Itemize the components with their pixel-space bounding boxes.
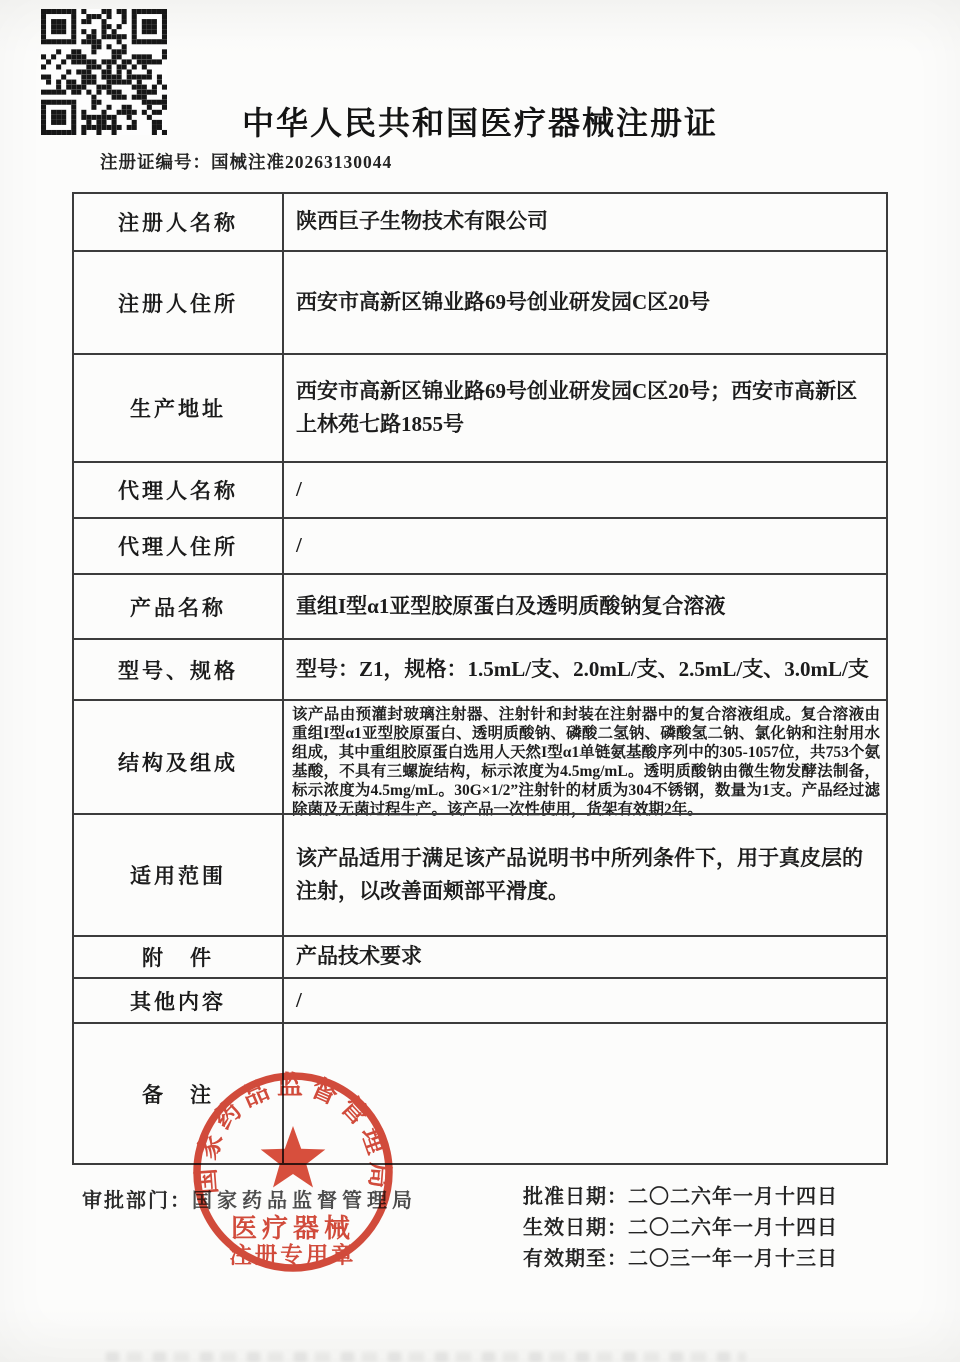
effective-date-line: [523, 1213, 838, 1244]
row-label: 型号、规格: [74, 640, 284, 699]
row-label: 生产地址: [74, 355, 284, 461]
dates-block: [523, 1182, 838, 1275]
registration-number-value: 国械注准20263130044: [211, 152, 393, 172]
row-value: 西安市高新区锦业路69号创业研发园C区20号；西安市高新区上林苑七路1855号: [296, 379, 858, 436]
stamp-line1: 医疗器械: [230, 1214, 356, 1243]
row-value: [284, 1024, 886, 1163]
certificate-table: [72, 192, 888, 1165]
approval-department-value: 国家药品监督管理局: [192, 1190, 417, 1212]
row-label: 附 件: [74, 937, 284, 977]
registration-number: [100, 149, 392, 174]
row-label: 其他内容: [74, 979, 284, 1022]
table-row: [74, 573, 886, 638]
row-value: 该产品由预灌封玻璃注射器、注射针和封装在注射器中的复合溶液组成。复合溶液由重组I型α1亚型胶原蛋白、透明质酸钠、磷酸二氢钠、磷酸氢二钠、氯化钠和注射用水组成，其中重组胶原蛋白选用人天然I型α1单链氨基酸序列中的305-1057位，共753个氨基酸，不具有三螺旋结构，标示浓度为4.5mg/mL。透明质酸钠由微生物发酵法制备，标示浓度为4.5mg/mL。30G×1/2”注射针的材质为304不锈钢，数量为1支。产品经过滤除菌及无菌过程生产。该产品一次性使用，货架有效期2年。: [292, 706, 880, 818]
approval-date-line: [523, 1182, 838, 1213]
row-label: 产品名称: [74, 575, 284, 638]
table-row: [74, 813, 886, 935]
row-value: 该产品适用于满足该产品说明书中所列条件下，用于真皮层的注射，以改善面颊部平滑度。: [296, 846, 863, 903]
approval-date-label: 批准日期：: [523, 1186, 628, 1208]
approval-department-label: 审批部门：: [82, 1190, 192, 1212]
table-row: [74, 1022, 886, 1163]
expiry-date-label: 有效期至：: [523, 1248, 628, 1270]
approval-department-line: [82, 1184, 417, 1213]
row-value: /: [296, 533, 302, 558]
row-label: 代理人名称: [74, 463, 284, 517]
table-row: [74, 699, 886, 818]
row-value: 西安市高新区锦业路69号创业研发园C区20号: [296, 289, 711, 314]
table-row: [74, 638, 886, 699]
row-value: /: [296, 987, 302, 1012]
table-row: [74, 935, 886, 977]
effective-date-value: 二〇二六年一月十四日: [628, 1217, 838, 1239]
row-value: 重组I型α1亚型胶原蛋白及透明质酸钠复合溶液: [296, 593, 726, 618]
table-row: [74, 461, 886, 517]
row-value: 陕西巨子生物技术有限公司: [296, 209, 548, 234]
stamp-ring-textpath: 国家药品监督管理局: [191, 1071, 395, 1196]
effective-date-label: 生效日期：: [523, 1217, 628, 1239]
table-row: [74, 353, 886, 461]
cut-off-text-strip: [106, 1352, 746, 1362]
row-label: 适用范围: [74, 815, 284, 935]
row-label: 结构及组成: [74, 701, 284, 823]
expiry-date-value: 二〇三一年一月十三日: [628, 1248, 838, 1270]
certificate-title: 中华人民共和国医疗器械注册证: [241, 105, 718, 141]
row-value: /: [296, 477, 302, 502]
table-row: [74, 977, 886, 1022]
registration-number-label: 注册证编号：: [100, 152, 211, 172]
expiry-date-line: [523, 1244, 838, 1275]
row-label: 注册人名称: [74, 194, 284, 250]
table-row: [74, 194, 886, 250]
row-value: 产品技术要求: [296, 944, 422, 969]
table-row: [74, 250, 886, 353]
table-row: [74, 517, 886, 573]
stamp-line2: 注册专用章: [229, 1243, 357, 1268]
row-label: 代理人住所: [74, 519, 284, 573]
row-label: 注册人住所: [74, 252, 284, 353]
row-label: 备 注: [74, 1024, 284, 1163]
row-value: 型号：Z1，规格：1.5mL/支、2.0mL/支、2.5mL/支、3.0mL/支: [296, 657, 869, 682]
approval-date-value: 二〇二六年一月十四日: [628, 1186, 838, 1208]
